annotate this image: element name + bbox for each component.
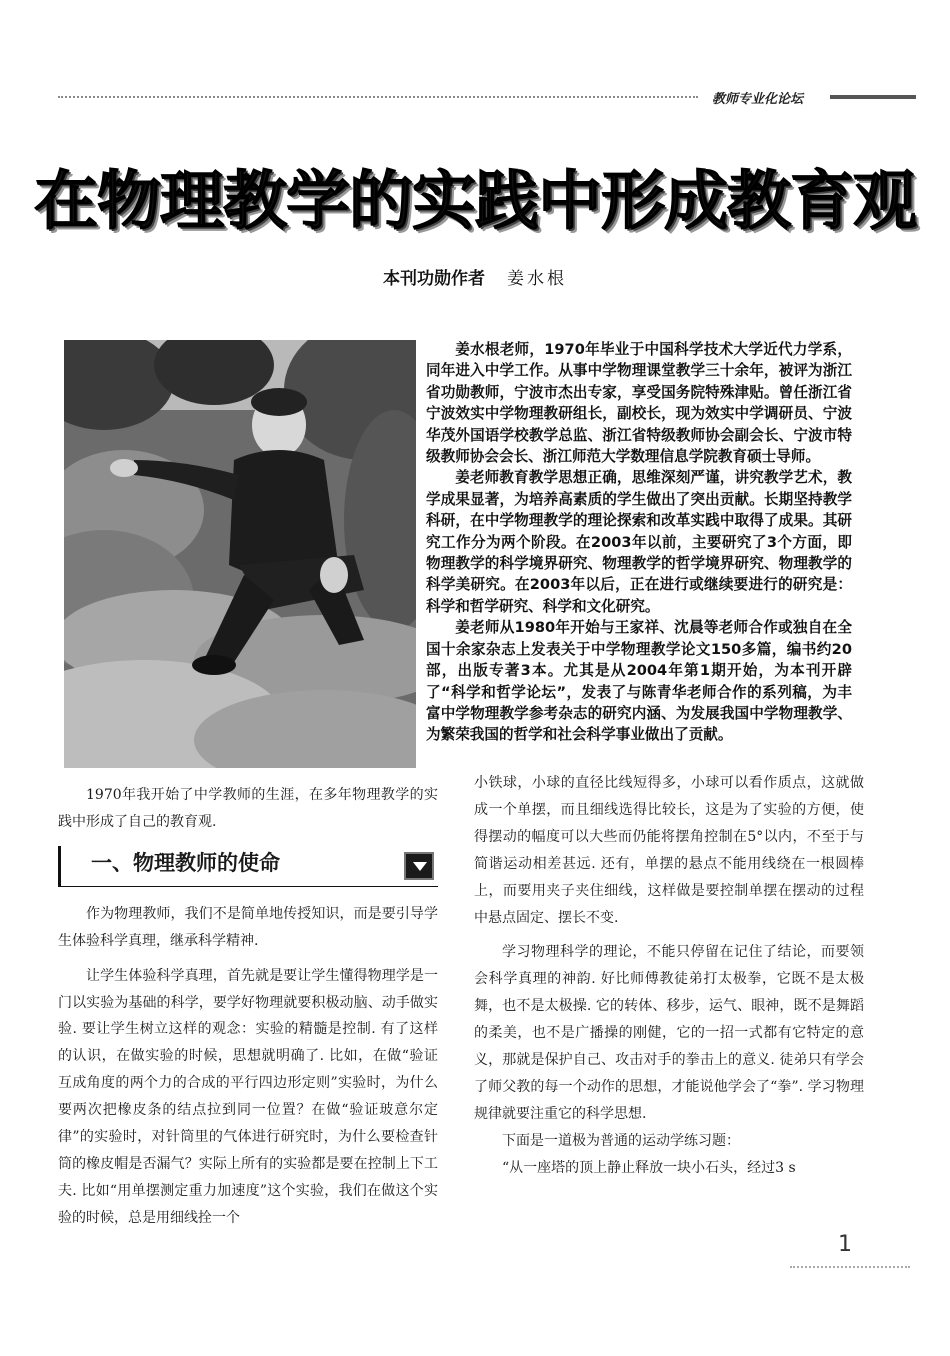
body-paragraph: 学习物理科学的理论，不能只停留在记住了结论，而要领会科学真理的神韵. 好比师傅教徒弟打太极拳，它既不是太极舞，也不是太极操. 它的转体、移步，运气、眼神，既不是舞蹈的柔美，也不是广播操的刚健，它的一招一式都有它特定的意义，那就是保护自己、攻击对手的拳击上的意义. 徒弟只有学会了师父教的每一个动作的思想，才能说他学会了“拳”. 学习物理规律就要注重它的科学思想.: [474, 944, 864, 1122]
author-bio: [426, 339, 852, 746]
page-number: 1: [838, 1232, 852, 1257]
body-paragraph: 下面是一道极为普通的运动学练习题：: [502, 1132, 740, 1149]
footer-rule: [790, 1266, 910, 1268]
author-photo: [64, 340, 416, 768]
header-rule: [58, 96, 698, 98]
body-paragraph: 作为物理教师，我们不是简单地传授知识，而是要引导学生体验科学真理，继承科学精神.: [58, 905, 438, 949]
article-title: 在物理教学的实践中形成教育观: [34, 165, 916, 239]
right-column: [474, 770, 864, 1182]
left-column: [58, 782, 438, 1232]
byline-name: 姜水根: [507, 269, 567, 289]
down-arrow-icon: [404, 852, 434, 880]
byline-role: 本刊功勋作者: [383, 269, 485, 289]
bio-paragraph: 姜老师从1980年开始与王家祥、沈晨等老师合作或独自在全国十余家杂志上发表关于中学物理教学论文150多篇，编书约20部，出版专著3本。尤其是从2004年第1期开始，为本刊开辟了“科学和哲学论坛”，发表了与陈青华老师合作的系列稿，为丰富中学物理教学参考杂志的研究内涵、为发展我国中学物理教学、为繁荣我国的哲学和社会科学事业做出了贡献。: [426, 619, 852, 744]
section-heading: [58, 846, 438, 887]
section-title: 一、物理教师的使命: [91, 850, 280, 875]
intro-paragraph: 1970年我开始了中学教师的生涯，在多年物理教学的实践中形成了自己的教育观.: [58, 787, 438, 830]
body-paragraph: “从一座塔的顶上静止释放一块小石头，经过3 s: [502, 1159, 796, 1176]
header-bar: [830, 95, 916, 99]
bio-paragraph: 姜老师教育教学思想正确，思维深刻严谨，讲究教学艺术，教学成果显著，为培养高素质的学生做出了突出贡献。长期坚持教学科研，在中学物理教学的理论探索和改革实践中取得了成果。其研究工作分为两个阶段。在2003年以前，主要研究了3个方面，即物理教学的科学境界研究、物理教学的哲学境界研究、物理教学的科学美研究。在2003年以后，正在进行或继续要进行的研究是：科学和哲学研究、科学和文化研究。: [426, 469, 852, 615]
bio-paragraph: 姜水根老师，1970年毕业于中国科学技术大学近代力学系，同年进入中学工作。从事中学物理课堂教学三十余年，被评为浙江省功勋教师，宁波市杰出专家，享受国务院特殊津贴。曾任浙江省宁波效实中学物理教研组长，副校长，现为效实中学调研员、宁波华茂外国语学校教学总监、浙江省特级教师协会副会长、宁波市特级教师协会会长、浙江师范大学数理信息学院教育硕士导师。: [426, 341, 852, 466]
byline: [0, 264, 950, 289]
continued-paragraph: 小铁球，小球的直径比线短得多，小球可以看作质点，这就做成一个单摆，而且细线选得比较长，这是为了实验的方便，使得摆动的幅度可以大些而仍能将摆角控制在5°以内，不至于与简谐运动相差甚远. 还有，单摆的悬点不能用线绕在一根圆棒上，而要用夹子夹住细线，这样做是要控制单摆在摆动的过程中悬点固定、摆长不变.: [474, 775, 864, 926]
column-tag: 教师专业化论坛: [712, 92, 804, 107]
body-paragraph: 让学生体验科学真理，首先就是要让学生懂得物理学是一门以实验为基础的科学，要学好物理就要积极动脑、动手做实验. 要让学生树立这样的观念：实验的精髓是控制. 有了这样的认识，在做实验的时候，思想就明确了. 比如，在做“验证互成角度的两个力的合成的平行四边形定则”实验时，为什么要两次把橡皮条的结点拉到同一位置？在做“验证玻意尔定律”的实验时，对针筒里的气体进行研究时，为什么要检查针筒的橡皮帽是否漏气？实际上所有的实验都是要在控制上下工夫. 比如“用单摆测定重力加速度”这个实验，我们在做这个实验的时候，总是用细线拴一个: [58, 967, 438, 1226]
